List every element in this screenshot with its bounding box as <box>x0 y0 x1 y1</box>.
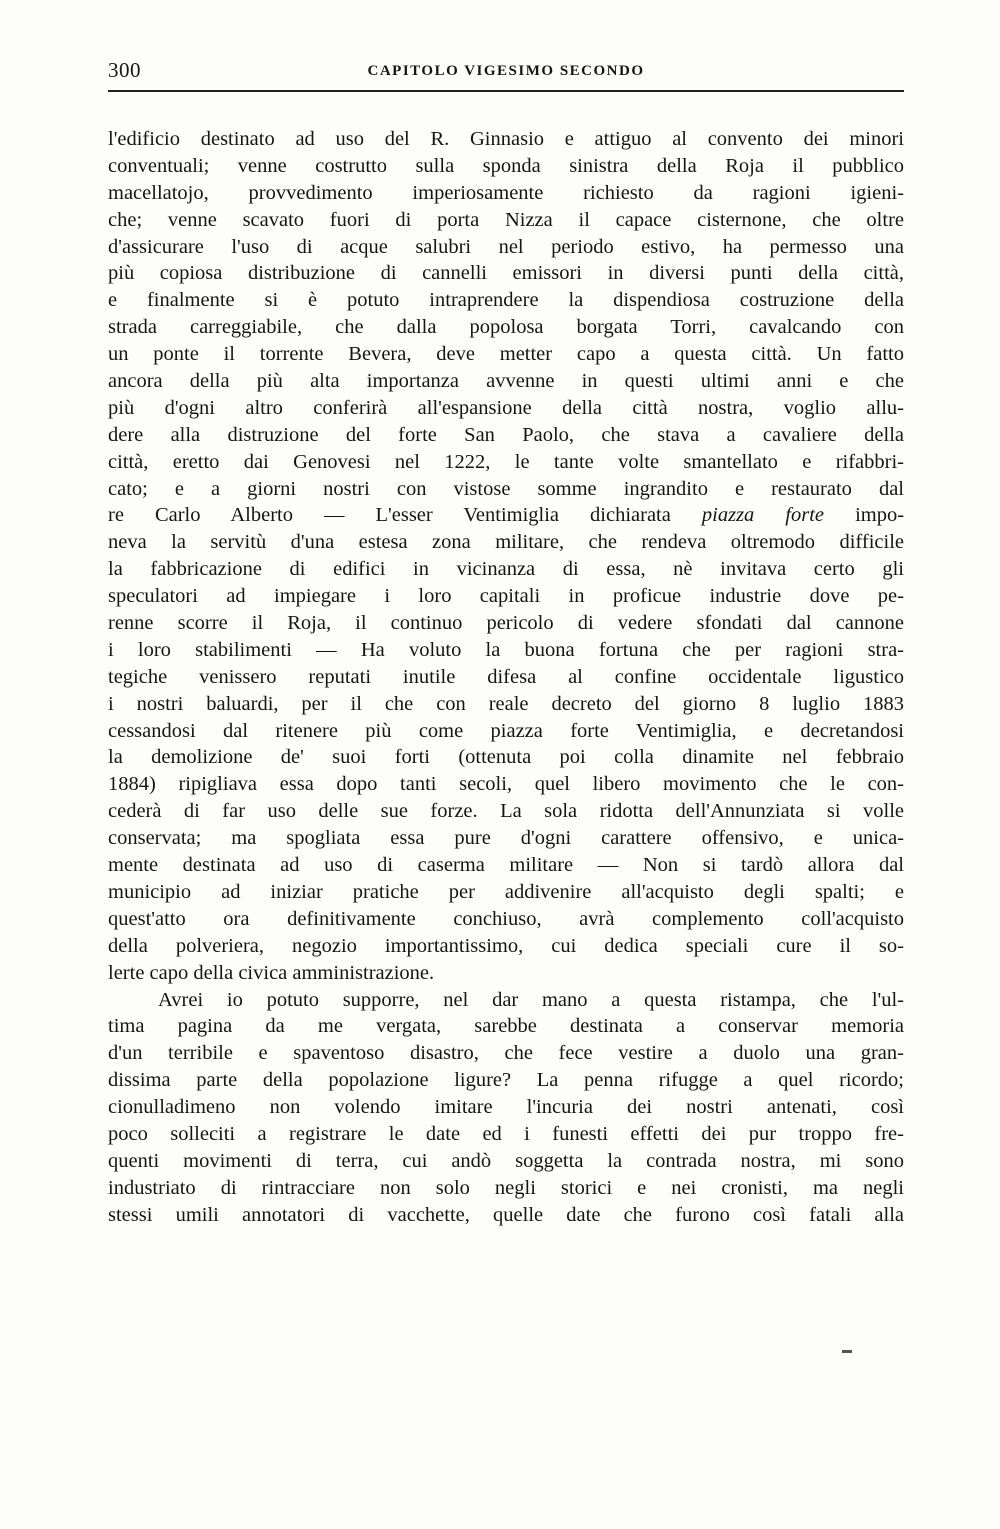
text-line: renne scorre il Roja, il continuo pericolo di vedere sfondati dal cannone <box>108 612 904 635</box>
page-number: 300 <box>108 58 141 82</box>
text-line: tegiche venissero reputati inutile difesa al confine occidentale ligustico <box>108 665 904 688</box>
text-line: della polveriera, negozio importantissimo, cui dedica speciali cure il so- <box>108 934 904 957</box>
text-line: quenti movimenti di terra, cui andò soggetta la contrada nostra, mi sono <box>108 1149 904 1172</box>
text-line: d'un terribile e spaventoso disastro, che fece vestire a duolo una gran- <box>108 1042 904 1065</box>
text-line: municipio ad iniziar pratiche per addivenire all'acquisto degli spalti; e <box>108 880 904 903</box>
text-line: un ponte il torrente Bevera, deve metter capo a questa città. Un fatto <box>108 343 904 366</box>
text-line: e finalmente si è potuto intraprendere la dispendiosa costruzione della <box>108 289 904 312</box>
text-line: industriato di rintracciare non solo negli storici e nei cronisti, ma negli <box>108 1176 904 1199</box>
text-line: più d'ogni altro conferirà all'espansione della città nostra, voglio allu- <box>108 396 904 419</box>
text-line: l'edificio destinato ad uso del R. Ginnasio e attiguo al convento dei minori <box>108 128 904 150</box>
text-line: dissima parte della popolazione ligure? La penna rifugge a quel ricordo; <box>108 1069 904 1092</box>
text-fragment: re Carlo Alberto — L'esser Ventimiglia dichiarata <box>108 504 671 527</box>
text-line: lerte capo della civica amministrazione. <box>108 961 435 984</box>
text-line: conservata; ma spogliata essa pure d'ogni carattere offensivo, e unica- <box>108 827 904 850</box>
text-line: la demolizione de' suoi forti (ottenuta poi colla dinamite nel febbraio <box>108 746 904 769</box>
text-line: 1884) ripigliava essa dopo tanti secoli, quel libero movimento che le con- <box>108 773 904 796</box>
text-line: più copiosa distribuzione di cannelli emissori in diversi punti della città, <box>108 262 904 285</box>
text-line: macellatojo, provvedimento imperiosamente richiesto da ragioni igieni- <box>108 181 904 204</box>
text-line: i nostri baluardi, per il che con reale decreto del giorno 8 luglio 1883 <box>108 692 904 715</box>
text-line: cionulladimeno non volendo imitare l'incuria dei nostri antenati, così <box>108 1096 904 1119</box>
running-head: CAPITOLO VIGESIMO SECONDO <box>367 63 645 79</box>
page-header <box>108 58 904 92</box>
text-line: quest'atto ora definitivamente conchiuso, avrà complemento coll'acquisto <box>108 907 904 930</box>
text-line: d'assicurare l'uso di acque salubri nel periodo estivo, ha permesso una <box>108 235 904 258</box>
text-line: cederà di far uso delle sue forze. La sola ridotta dell'Annunziata si volle <box>108 800 904 823</box>
text-line: speculatori ad impiegare i loro capitali in proficue industrie dove pe- <box>108 585 904 608</box>
text-line: città, eretto dai Genovesi nel 1222, le tante volte smantellato e rifabbri- <box>108 450 904 473</box>
text-line: stessi umili annotatori di vacchette, quelle date che furono così fatali alla <box>108 1203 904 1226</box>
text-line: tima pagina da me vergata, sarebbe destinata a conservar memoria <box>108 1015 904 1038</box>
text-line: che; venne scavato fuori di porta Nizza il capace cisternone, che oltre <box>108 208 904 231</box>
text-line <box>108 502 904 529</box>
text-line: cato; e a giorni nostri con vistose somme ingrandito e restaurato dal <box>108 477 904 500</box>
text-line: poco solleciti a registrare le date ed i funesti effetti dei pur troppo fre- <box>108 1122 904 1145</box>
text-line: mente destinata ad uso di caserma militare — Non si tardò allora dal <box>108 854 904 877</box>
text-line: conventuali; venne costrutto sulla sponda sinistra della Roja il pubblico <box>108 154 904 177</box>
paragraph-first-line: Avrei io potuto supporre, nel dar mano a questa ristampa, che l'ul- <box>158 988 904 1011</box>
body-text <box>108 126 904 1229</box>
print-mark <box>842 1350 852 1353</box>
text-line: dere alla distruzione del forte San Paolo, che stava a cavaliere della <box>108 423 904 446</box>
text-line: strada carreggiabile, che dalla popolosa borgata Torri, cavalcando con <box>108 316 904 339</box>
text-line: ancora della più alta importanza avvenne in questi ultimi anni e che <box>108 370 904 393</box>
text-line: neva la servitù d'una estesa zona militare, che rendeva oltremodo difficile <box>108 531 904 554</box>
text-line: cessandosi dal ritenere più come piazza forte Ventimiglia, e decretandosi <box>108 719 904 742</box>
text-line: la fabbricazione di edifici in vicinanza di essa, nè invitava certo gli <box>108 558 904 581</box>
text-line: i loro stabilimenti — Ha voluto la buona fortuna che per ragioni stra- <box>108 638 904 661</box>
text-fragment: impo- <box>855 504 905 527</box>
italic-phrase: piazza forte <box>701 504 825 527</box>
